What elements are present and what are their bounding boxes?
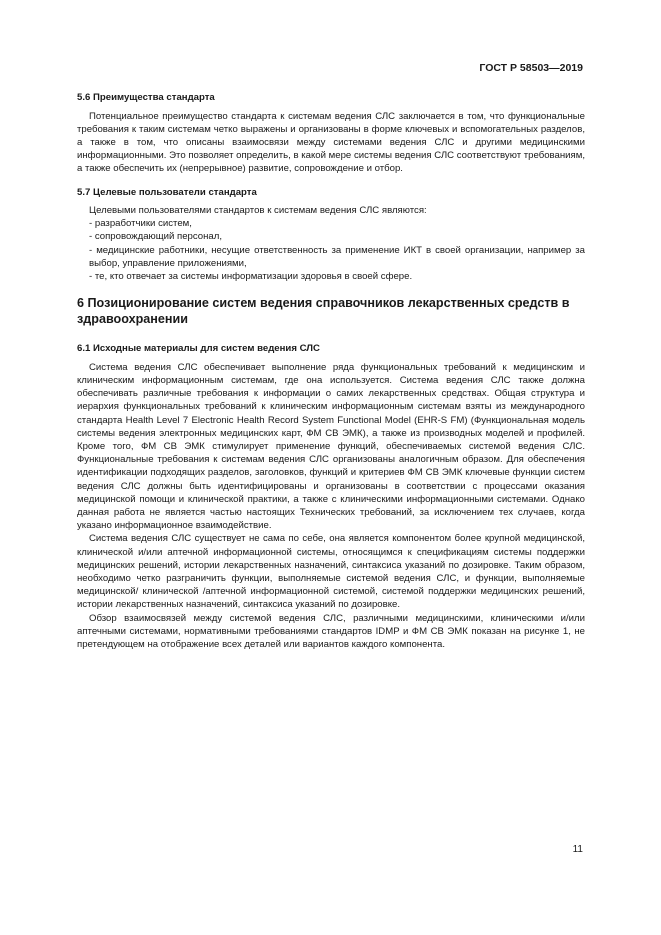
- section-6-1-paragraph-1: Система ведения СЛС обеспечивает выполнение ряда функциональных требований к медицинским и клиническим информационным системам, где она используется. Система ведения СЛС также должна обеспечивать различные требования к информации о самих лекарственных средствах. Общая структура и иерархия функциональных требований к клиническим информационным системам взяты из международного стандарта Health Level 7 Electronic Health Record System Functional Model (EHR-S FM) (Функциональная модель системы ведения электронных медицинских карт, ФМ СВ ЭМК), а также из производных моделей и профилей. Кроме того, ФМ СВ ЭМК стимулирует применение функций, обеспечиваемых системой ведения СЛС. Функциональные требования к системам ведения СЛС организованы аналогичным образом. Для обеспечения идентификации подходящих разделов, заголовков, функций и критериев ФМ СВ ЭМК ключевые функции систем ведения СЛС должны быть идентифицированы и организованы в соответствии с процессами оказания медицинской помощи и клинической практики, а также с клиническими информационными системами. Однако данная работа не является частью настоящих Технических требований, за исключением тех случаев, когда указано информационное взаимодействие.: [77, 361, 585, 532]
- section-6-1-paragraph-3: Обзор взаимосвязей между системой ведения СЛС, различными медицинскими, клиническими и/или аптечными системами, нормативными требованиями стандартов IDMP и ФМ СВ ЭМК показан на рисунке 1, не претендующем на отображение всех деталей или вариантов каждого компонента.: [77, 612, 585, 650]
- section-5-7-heading: 5.7 Целевые пользователи стандарта: [77, 186, 257, 198]
- section-6-heading: 6 Позиционирование систем ведения справочников лекарственных средств в здравоохранении: [77, 296, 570, 327]
- list-item: - сопровождающий персонал,: [89, 231, 223, 243]
- list-item: - разработчики систем,: [89, 218, 192, 230]
- list-item: - те, кто отвечает за системы информатизации здоровья в своей сфере.: [89, 271, 413, 283]
- section-6-1-heading: 6.1 Исходные материалы для систем ведения СЛС: [77, 343, 320, 355]
- page-content: [77, 92, 585, 651]
- section-6-1-paragraph-2: Система ведения СЛС существует не сама по себе, она является компонентом более крупной медицинской, клинической и/или аптечной информационной системы, относящимся к спецификациям системы поддержки медицинских решений, истории лекарственных назначений, синтаксиса указаний по дозировке. Таким образом, необходимо четко разграничить функции, выполняемые системой ведения СЛС, и функции, выполняемые медицинской/ клинической /аптечной информационной системой, системой поддержки медицинских решений, истории лекарственных назначений, синтаксиса указаний по дозировке.: [77, 533, 585, 611]
- section-5-7-intro: Целевыми пользователями стандартов к системам ведения СЛС являются:: [89, 205, 427, 217]
- page-number: 11: [572, 844, 583, 855]
- section-5-6-paragraph: Потенциальное преимущество стандарта к системам ведения СЛС заключается в том, что функциональные требования к таким системам четко выражены и организованы в форме ключевых и вспомогательных разделов, а также в том, что описаны взаимосвязи между системами ведения СЛС и другими медицинскими информационными. Это позволяет определить, в какой мере системы ведения СЛС соответствуют требованиям, а также обеспечить их (непрерывное) развитие, сопровождение и отбор.: [77, 110, 585, 175]
- list-item: - медицинские работники, несущие ответственность за применение ИКТ в своей организации, например за выбор, управление приложениями,: [89, 244, 585, 269]
- section-5-6-heading: 5.6 Преимущества стандарта: [77, 92, 215, 103]
- document-code: ГОСТ Р 58503—2019: [479, 62, 583, 74]
